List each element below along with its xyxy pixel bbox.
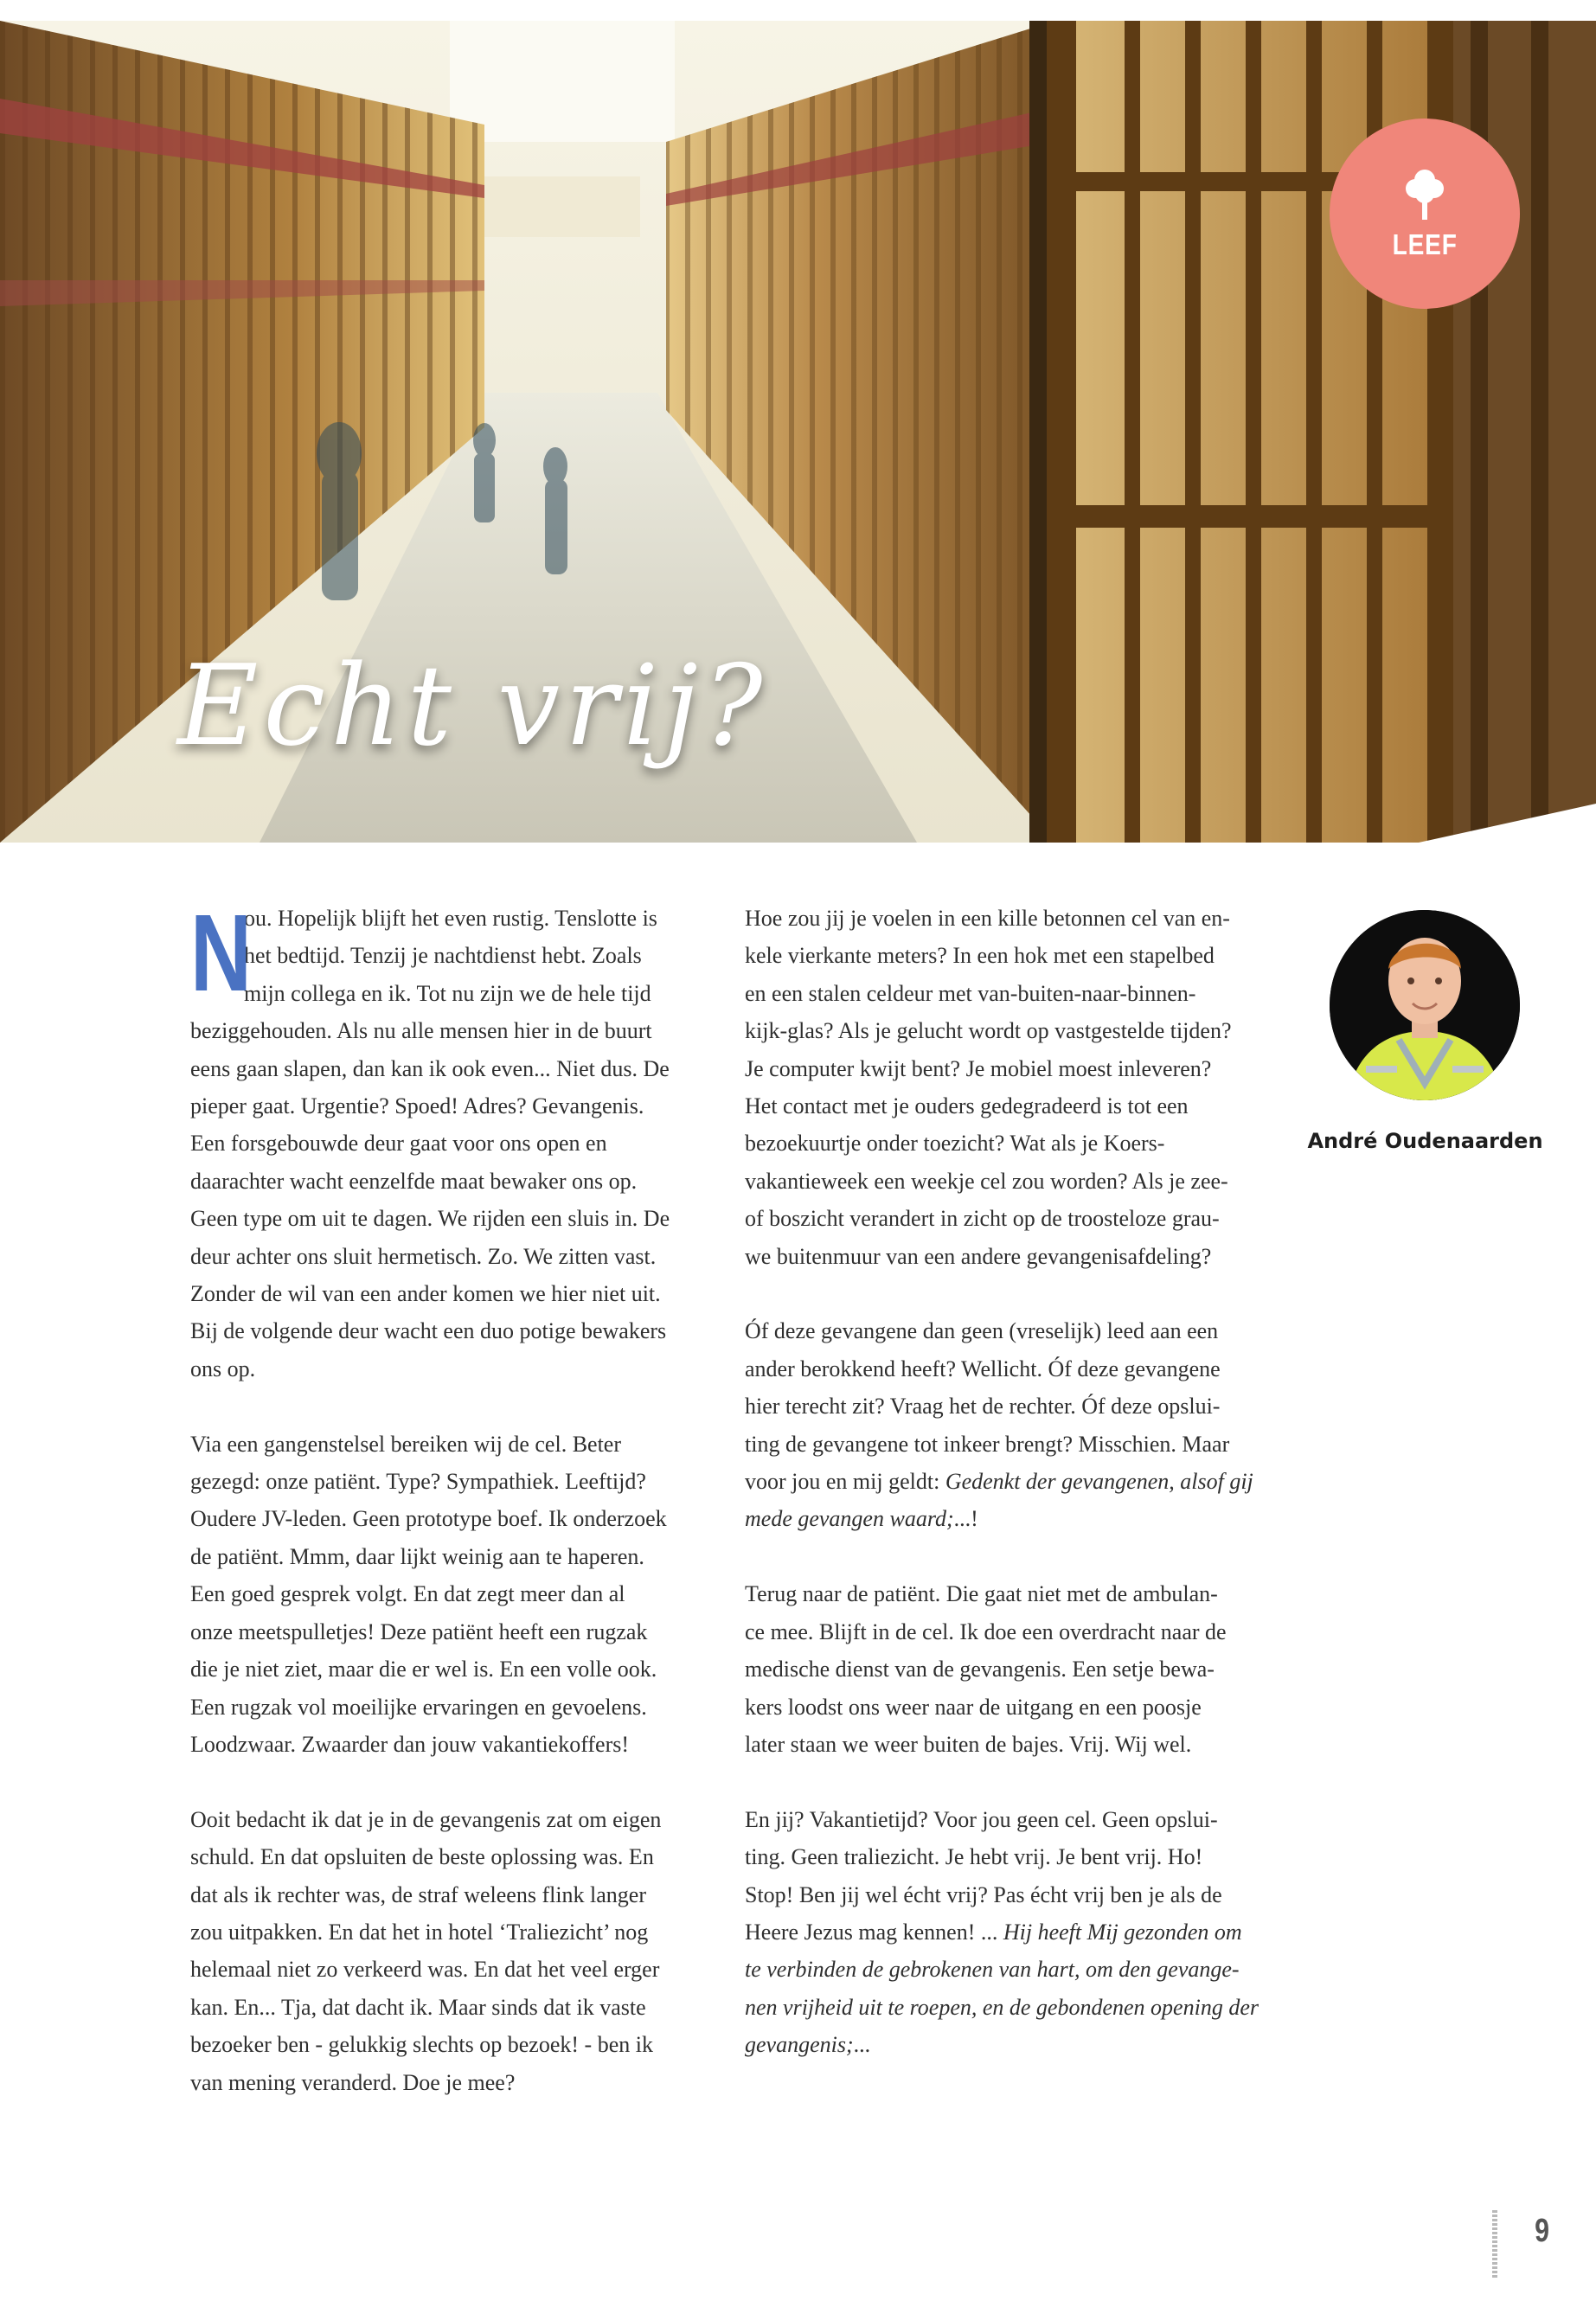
- paragraph: Via een gangenstelsel bereiken wij de cel. Beter gezegd: onze patiënt. Type? Sympathiek. Leeftijd? Oudere JV-leden. Geen prototype boef. Ik onderzoek de patiënt. Mmm, daar lijkt weinig aan te haperen. Een goed gesprek volgt. En dat zegt meer dan al onze meetspulletjes! Deze patiënt heeft een rugzak die je niet ziet, maar die er wel is. En een volle ook. Een rugzak vol moeilijke ervaringen en gevoelens. Loodzwaar. Zwaarder dan jouw vakantiekoffers!: [190, 1431, 667, 1757]
- page-number-rule: [1492, 2210, 1497, 2278]
- bible-quote: mede gevangen waard;: [745, 1506, 954, 1532]
- article-title: Echt vrij?: [177, 642, 768, 771]
- bible-quote: te verbinden de gebrokenen van hart, om den gevange-: [745, 1957, 1240, 1983]
- paragraph: N ou. Hopelijk blijft het even rustig. Tenslotte is het bedtijd. Tenzij je nachtdienst hebt. Zoals mijn collega en ik. Tot nu zijn we de hele tijd beziggehouden. Als nu alle mensen hier in de buurt eens gaan slapen, dan kan ik ook even... Niet dus. De pieper gaat. Urgentie? Spoed! Adres? Gevangenis. Een forsgebouwde deur gaat voor ons open en daarachter wacht eenzelfde maat bewaker ons op. Geen type om uit te dagen. We rijden een sluis in. De deur achter ons sluit hermetisch. Zo. We zitten vast. Zonder de wil van een ander komen we hier niet uit. Bij de volgende deur wacht een duo potige bewakers ons op.: [190, 892, 670, 1381]
- bible-quote: nen vrijheid uit te roepen, en de gebondenen opening der: [745, 1994, 1259, 2020]
- bible-quote: Hij heeft Mij gezonden om: [1003, 1919, 1242, 1945]
- author-name: André Oudenaarden: [1307, 1129, 1543, 1153]
- paragraph: Óf deze gevangene dan geen (vreselijk) leed aan een ander berokkend heeft? Wellicht. Óf deze gevangene hier terecht zit? Vraag het de rechter. Óf deze opslui- ting de gevangene tot inkeer brengt? Misschien. Maar voor jou en mij geldt: Gedenkt der gevangenen, alsof gij mede gevangen waard;...!: [745, 1318, 1253, 1532]
- category-badge: [1330, 119, 1520, 309]
- hero-photo: [0, 21, 1596, 843]
- tree-icon: [1404, 166, 1445, 221]
- paragraph: En jij? Vakantietijd? Voor jou geen cel. Geen opslui- ting. Geen traliezicht. Je hebt vrij. Je bent vrij. Ho! Stop! Ben jij wel écht vrij? Pas écht vrij ben je als de Heere Jezus mag kennen! ... Hij heeft Mij gezonden om te verbinden de gebrokenen van hart, om den gevange- nen vrijheid uit te roepen, en de gebondenen opening der gevangenis;...: [745, 1801, 1264, 2064]
- category-label: LEEF: [1392, 228, 1458, 260]
- paragraph: Hoe zou jij je voelen in een kille betonnen cel van en- kele vierkante meters? In een hok met een stapelbed en een stalen celdeur met van-buiten-naar-binnen- kijk-glas? Als je gelucht wordt op vastgestelde tijden? Je computer kwijt bent? Je mobiel moest inleveren? Het contact met je ouders gedegradeerd is tot een bezoekuurtje onder toezicht? Wat als je Koers- vakantieweek een weekje cel zou worden? Als je zee- of boszicht verandert in zicht op de troosteloze grau- we buitenmuur van een andere gevangenisafdeling?: [745, 906, 1232, 1269]
- author-avatar: [1330, 910, 1520, 1100]
- page-number: 9: [1535, 2213, 1550, 2249]
- bible-quote: Gedenkt der gevangenen, alsof gij: [945, 1469, 1253, 1495]
- paragraph: Ooit bedacht ik dat je in de gevangenis zat om eigen schuld. En dat opsluiten de beste oplossing was. En dat als ik rechter was, de straf weleens flink langer zou uitpakken. En dat het in hotel ‘Traliezicht’ nog helemaal niet zo verkeerd was. En dat het veel erger kan. En... Tja, dat dacht ik. Maar sinds dat ik vaste bezoeker ben - gelukkig slechts op bezoek! - ben ik van mening veranderd. Doe je mee?: [190, 1806, 662, 2095]
- dropcap: N: [190, 892, 252, 1014]
- left-column: [190, 892, 701, 2101]
- bible-quote: gevangenis;: [745, 2032, 854, 2058]
- paragraph: Terug naar de patiënt. Die gaat niet met de ambulan- ce mee. Blijft in de cel. Ik doe een overdracht naar de medische dienst van de gevangenis. Een setje bewa- kers loodst ons weer naar de uitgang en een poosje later staan we weer buiten de bajes. Vrij. Wij wel.: [745, 1581, 1227, 1757]
- right-column: [745, 900, 1264, 2064]
